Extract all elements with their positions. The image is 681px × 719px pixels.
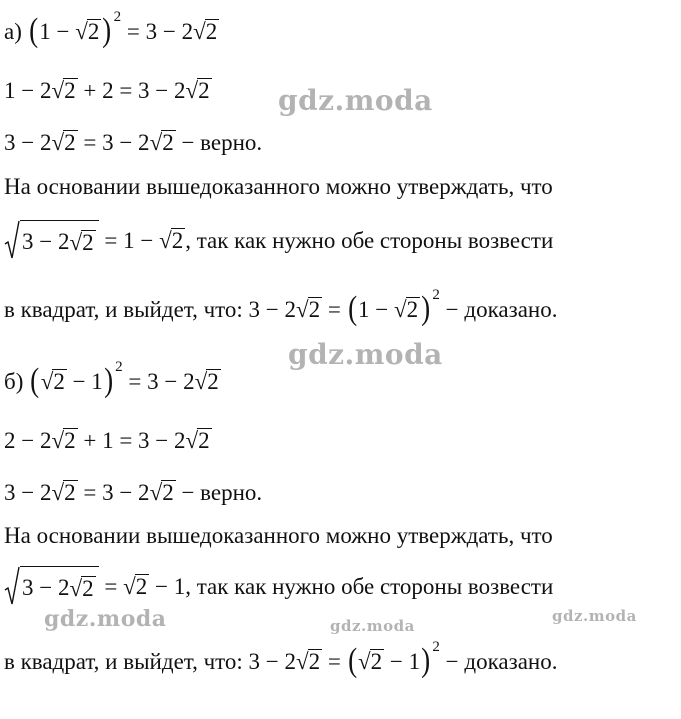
a-line-4	[4, 175, 553, 198]
term: − 1	[154, 573, 186, 599]
equals: =	[327, 296, 341, 322]
lead-text: в квадрат, и выйдет, что: 3 − 2	[4, 296, 297, 322]
b-label: б)	[4, 368, 24, 394]
radical-icon: √	[193, 19, 206, 44]
b-line-1	[4, 358, 221, 399]
b-line-5	[4, 566, 553, 606]
paren-left: (	[347, 290, 357, 327]
paren-left: (	[29, 12, 39, 49]
radical-icon: √	[51, 78, 65, 103]
tail-text: , так как нужно обе стороны возвести	[185, 227, 554, 253]
radical-icon: √	[51, 130, 65, 155]
lhs: 3 − 2	[4, 129, 52, 155]
sqrt-2: √ 2	[51, 428, 76, 453]
power: 2	[113, 8, 122, 25]
rhs: + 1 = 3 − 2	[83, 427, 186, 453]
b-line-4	[4, 524, 553, 547]
radical-icon: √	[51, 428, 65, 453]
paren-right: )	[103, 362, 114, 399]
sqrt-2: √ 2	[40, 369, 65, 394]
watermark: gdz.moda	[44, 606, 167, 632]
tail-text: − доказано.	[445, 296, 558, 322]
a-line-1	[4, 8, 219, 49]
equals: =	[104, 573, 118, 599]
b-line-6	[4, 638, 558, 679]
radical-icon: √	[75, 19, 88, 44]
mid: = 3 − 2	[83, 129, 150, 155]
radical-icon: √	[296, 297, 309, 322]
power: 2	[115, 358, 123, 375]
sqrt-2: √ 2	[69, 229, 94, 255]
term: − 1	[72, 368, 103, 394]
big-sqrt: 3 − 2 √ 2	[4, 220, 99, 260]
tail-text: − доказано.	[445, 648, 558, 674]
radical-icon: √	[123, 574, 136, 599]
paren-right: )	[421, 642, 431, 679]
lead-text: в квадрат, и выйдет, что: 3 − 2	[4, 648, 297, 674]
sqrt-2: √ 2	[51, 130, 76, 155]
sqrt-2: √ 2	[51, 78, 76, 103]
paren-right: )	[102, 12, 112, 49]
b-line-2	[4, 428, 212, 452]
sqrt-2: √ 2	[69, 575, 94, 601]
mid: = 3 − 2	[83, 479, 150, 505]
sqrt-2: √ 2	[159, 228, 184, 253]
radical-icon: √	[149, 480, 163, 505]
big-radical-icon	[4, 220, 20, 260]
a-line-2	[4, 78, 212, 102]
big-sqrt: 3 − 2 √ 2	[4, 566, 99, 606]
eq-rhs: = 3 − 2	[128, 368, 195, 394]
a-line-3	[4, 130, 262, 154]
equals: =	[327, 648, 341, 674]
lhs: 1 − 2	[4, 77, 52, 103]
sqrt-2: √ 2	[123, 574, 148, 599]
sqrt-2: √ 2	[149, 130, 174, 155]
watermark: gdz.moda	[278, 84, 433, 117]
a-label: а)	[4, 18, 22, 44]
radical-icon: √	[69, 575, 83, 601]
radical-icon: √	[40, 369, 54, 394]
power: 2	[432, 286, 440, 303]
tail-text: , так как нужно обе стороны возвести	[185, 573, 554, 599]
lhs: 3 − 2	[4, 479, 52, 505]
radical-icon: √	[296, 649, 309, 674]
radical-icon: √	[185, 428, 199, 453]
eq-rhs: = 3 − 2	[126, 18, 194, 44]
radical-icon: √	[69, 229, 83, 255]
a-line-5	[4, 220, 553, 260]
sqrt-2: √ 2	[393, 297, 419, 322]
sqrt-2: √ 2	[296, 649, 321, 674]
sqrt-2: √ 2	[185, 78, 210, 103]
radical-icon: √	[393, 297, 407, 322]
big-radical-icon	[4, 566, 20, 606]
b-line-3	[4, 480, 262, 504]
term: 1 −	[357, 296, 389, 322]
rhs: + 2 = 3 − 2	[83, 77, 186, 103]
a-line-6	[4, 286, 558, 327]
power: 2	[432, 638, 440, 655]
radical-icon: √	[357, 649, 371, 674]
paren-left: (	[30, 362, 40, 399]
sqrt-2: √ 2	[51, 480, 76, 505]
rhs: = 1 −	[104, 227, 154, 253]
minus-sign: −	[56, 18, 70, 44]
tail-text: − верно.	[181, 129, 263, 155]
statement: На основании вышедоказанного можно утверждать, что	[4, 523, 553, 548]
radical-icon: √	[185, 78, 199, 103]
term: − 1	[389, 648, 421, 674]
watermark: gdz.moda	[288, 338, 443, 371]
statement: На основании вышедоказанного можно утверждать, что	[4, 174, 553, 199]
radical-icon: √	[149, 130, 163, 155]
sqrt-2: √ 2	[149, 480, 174, 505]
sqrt-2: √ 2	[75, 19, 100, 44]
watermark: gdz.moda	[330, 617, 415, 635]
radical-icon: √	[159, 228, 172, 253]
sqrt-2: √ 2	[357, 649, 383, 674]
radical-icon: √	[51, 480, 65, 505]
radical-icon: √	[194, 369, 208, 394]
sqrt-2: √ 2	[194, 369, 219, 394]
term-one: 1	[39, 18, 51, 44]
sqrt-2: √ 2	[296, 297, 321, 322]
tail-text: − верно.	[181, 479, 263, 505]
sqrt-2: √ 2	[185, 428, 210, 453]
paren-right: )	[421, 290, 431, 327]
paren-left: (	[347, 642, 357, 679]
lhs: 2 − 2	[4, 427, 52, 453]
watermark: gdz.moda	[552, 607, 637, 625]
sqrt-2: √ 2	[193, 19, 218, 44]
